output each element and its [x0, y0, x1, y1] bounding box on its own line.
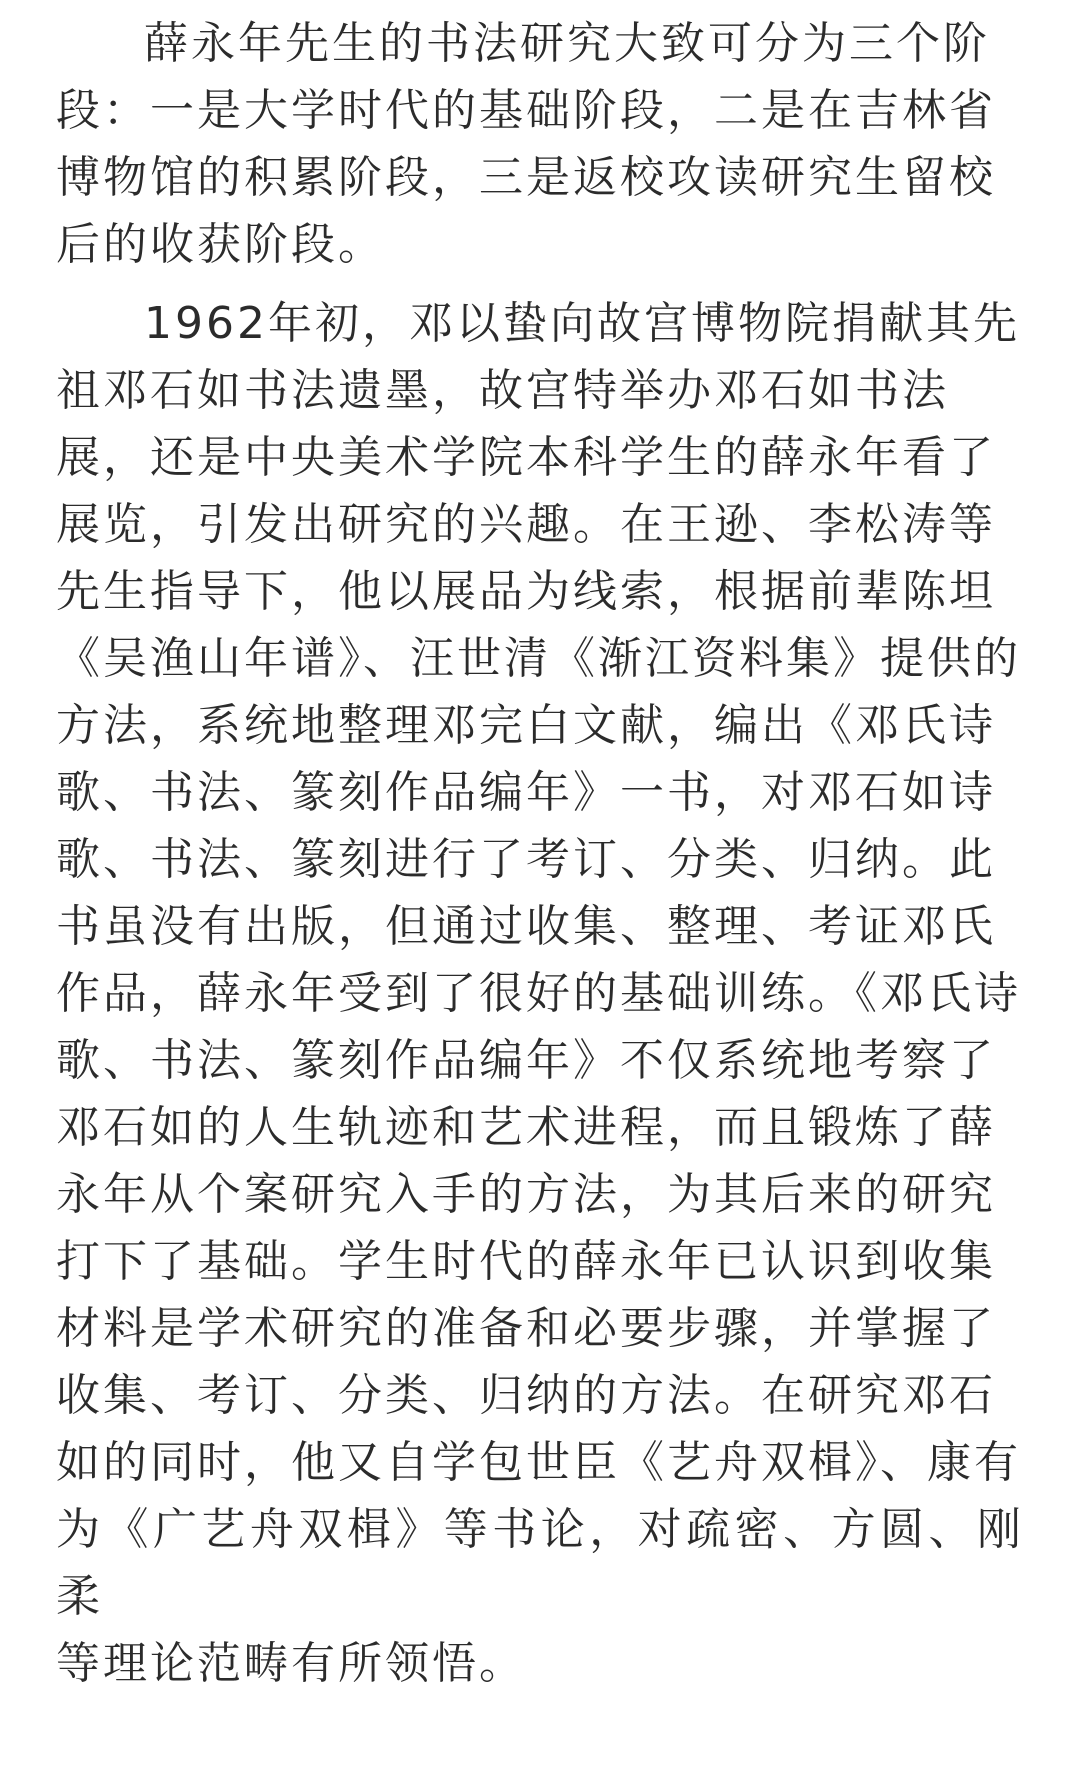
paragraph-deng-shiru-study: 1962年初，邓以蛰向故宫博物院捐献其先 祖邓石如书法遗墨，故宫特举办邓石如书法 展，还是中央美术学院本科学生的薛永年看了 展览，引发出研究的兴趣。在王逊、李松涛等 先生指导下，他以展品为线索，根据前辈陈坦 《吴渔山年谱》、汪世清《渐江资料集》提供的 方法，系统地整理邓完白文献，编出《邓氏诗 歌、书法、篆刻作品编年》一书，对邓石如诗 歌、书法、篆刻进行了考订、分类、归纳。此 书虽没有出版，但通过收集、整理、考证邓氏 作品，薛永年受到了很好的基础训练。《邓氏诗 歌、书法、篆刻作品编年》不仅系统地考察了 邓石如的人生轨迹和艺术进程，而且锻炼了薛 永年从个案研究入手的方法，为其后来的研究 打下了基础。学生时代的薛永年已认识到收集 材料是学术研究的准备和必要步骤，并掌握了 收集、考订、分类、归纳的方法。在研究邓石 如的同时，他又自学包世臣《艺舟双楫》、康有 为《广艺舟双楫》等书论，对疏密、方圆、刚柔 等理论范畴有所领悟。 — [56, 298, 1024, 1689]
paragraph-research-stages: 薛永年先生的书法研究大致可分为三个阶 段：一是大学时代的基础阶段，二是在吉林省 博物馆的积累阶段，三是返校攻读研究生留校 后的收获阶段。 — [56, 18, 996, 270]
article-body — [56, 10, 1024, 1709]
